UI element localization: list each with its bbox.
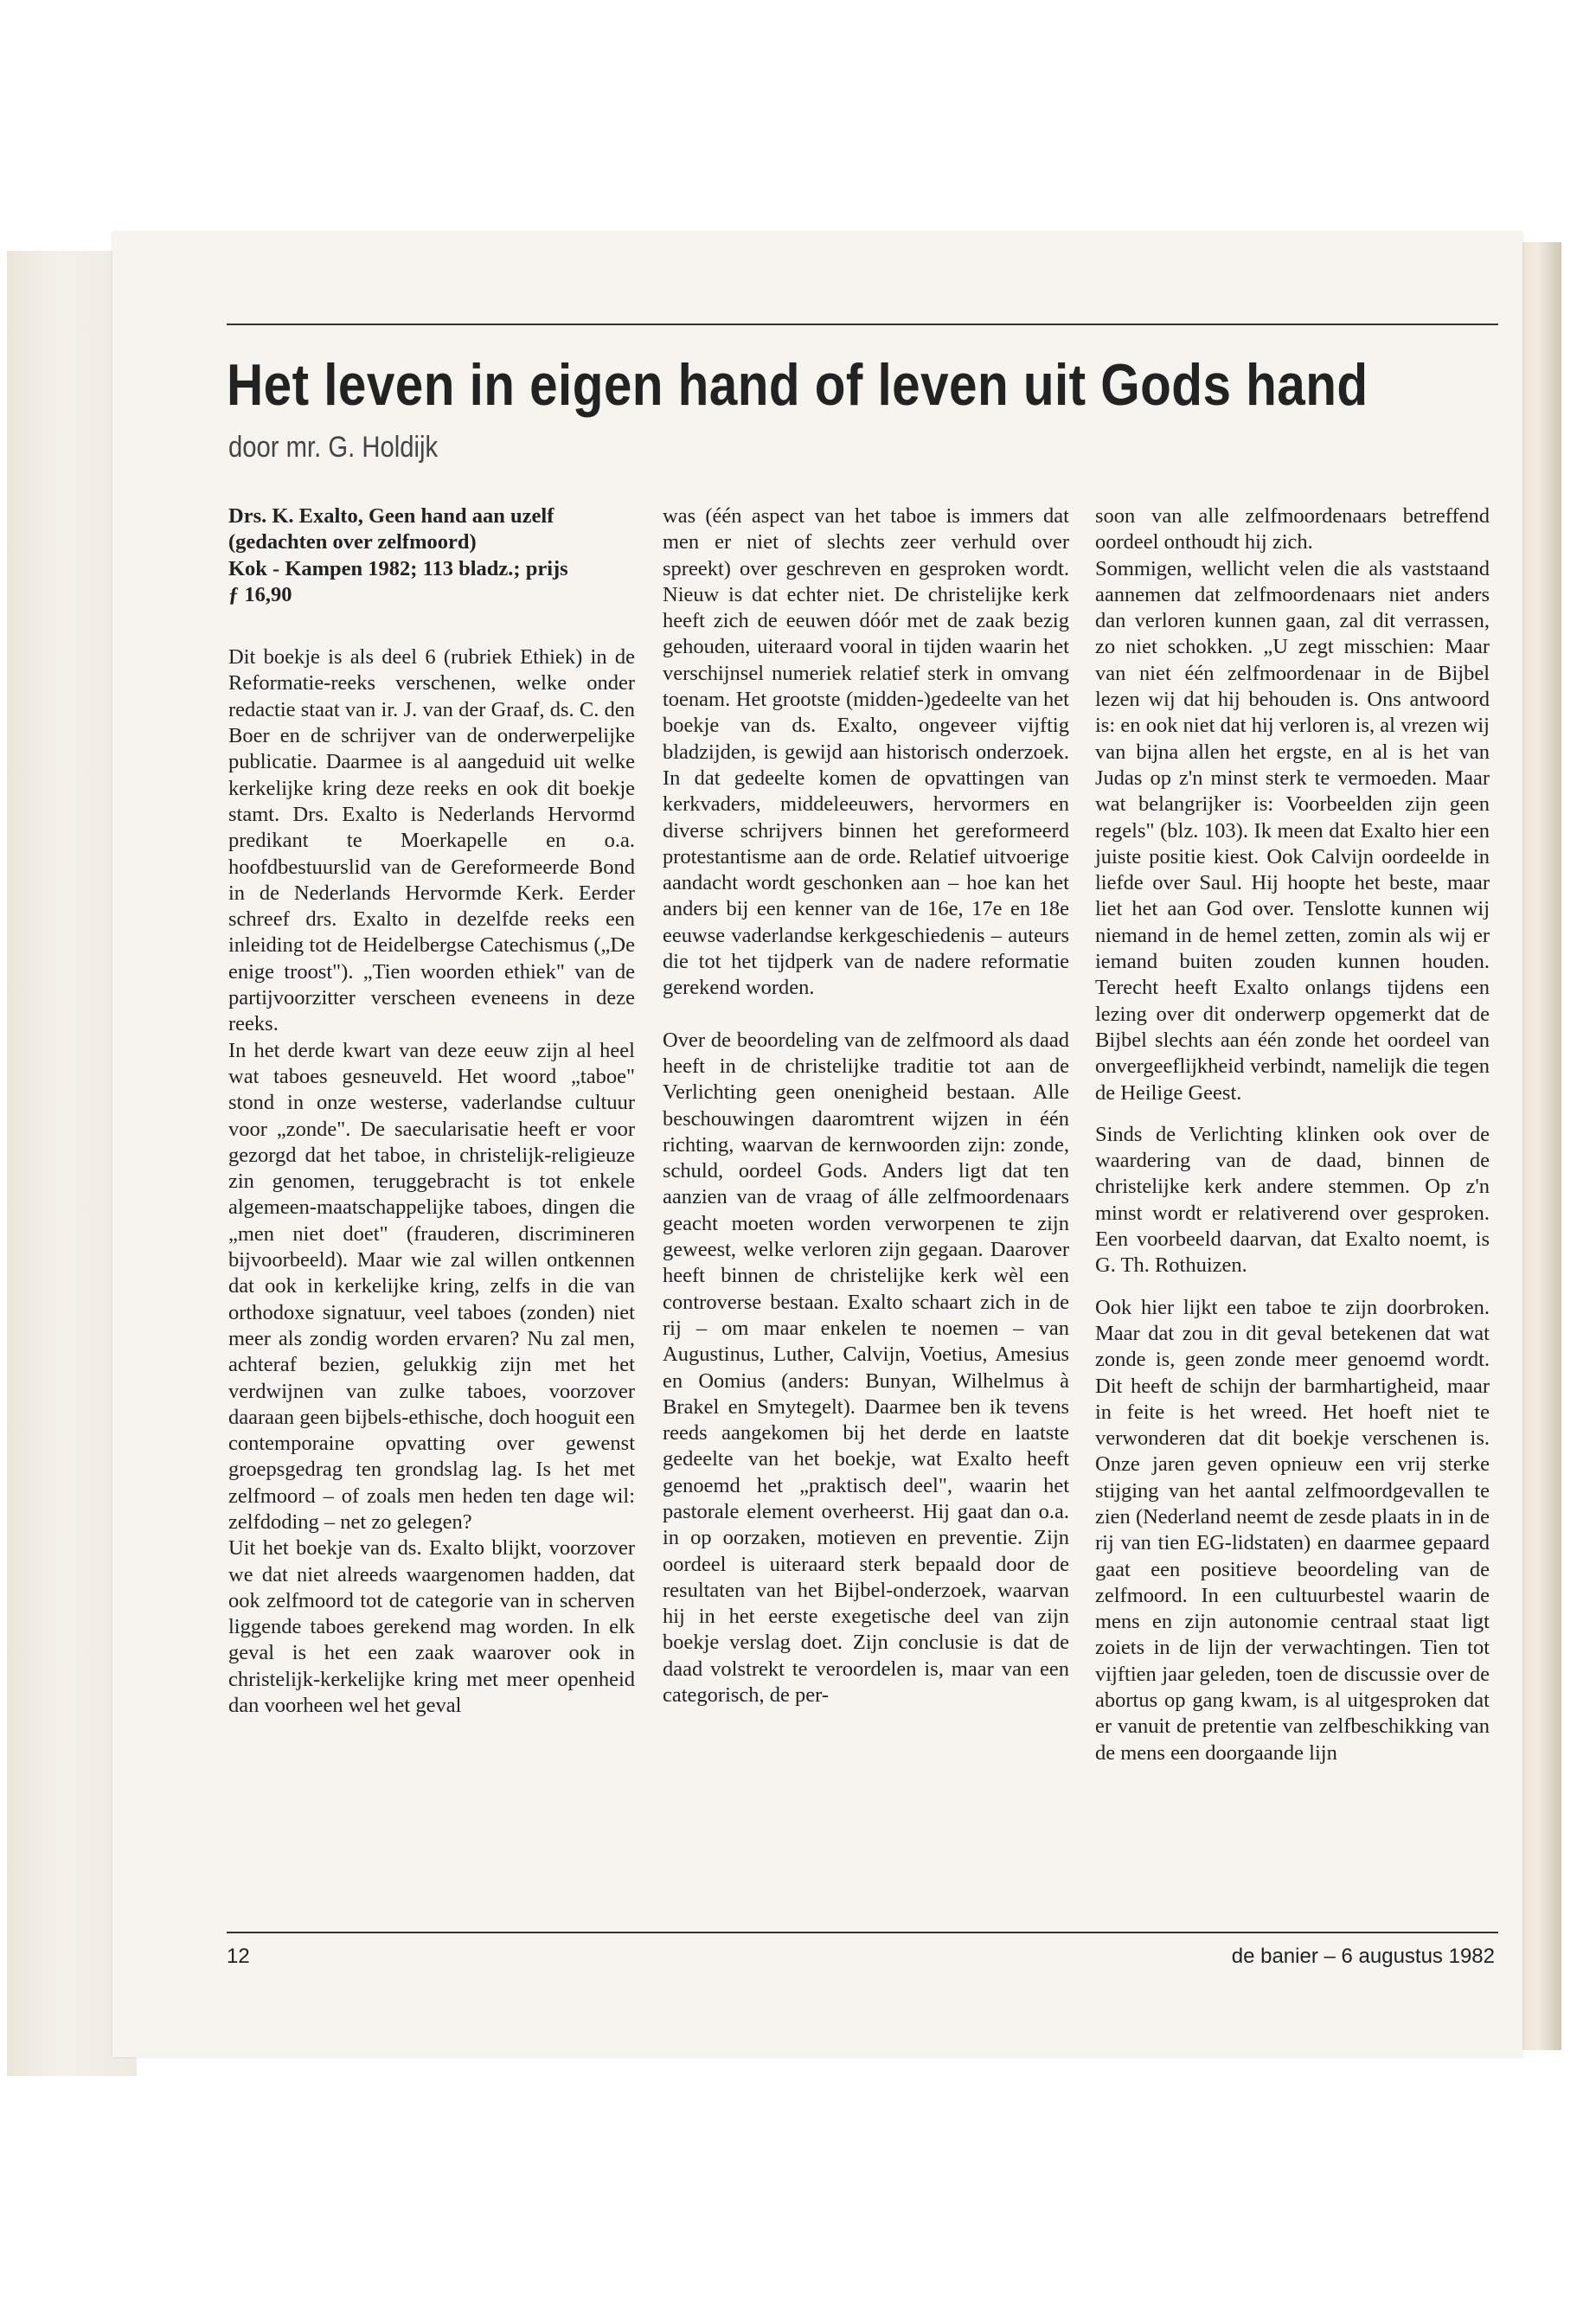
paragraph: Over de beoordeling van de zelfmoord als daad heeft in de christelijke traditie tot aan de Verlichting geen onenigheid bestaan. Alle beschouwingen daaromtrent wijzen in één richting, waarvan de kernwoorden zijn: zonde, schuld, oordeel Gods. Anders ligt dat ten aanzien van de vraag of álle zelfmoordenaars geacht moeten worden verworpenen te zijn geweest, welke verloren zijn gegaan. Daarover heeft binnen de christelijke kerk wèl een controverse bestaan. Exalto schaart zich in de rij – om maar enkelen te noemen – van Augustinus, Luther, Calvijn, Voetius, Amesius en Oomius (anders: Bunyan, Wilhelmus à Brakel en Smytegelt). Daarmee ben ik tevens reeds aangekomen bij het derde en laatste gedeelte van het boekje, wat Exalto heeft genoemd het „praktisch deel", waarin het pastorale element overheerst. Hij gaat dan o.a. in op oorzaken, motieven en preventie. Zijn oordeel is uiteraard sterk bepaald door de resultaten van het Bijbel-onderzoek, waarvan hij in het eerste exegetische deel van zijn boekje verslag doet. Zijn conclusie is dat de daad volstrekt te veroordelen is, maar van een categorisch, de per- bbox=[663, 1028, 1069, 1708]
top-rule bbox=[227, 324, 1498, 325]
article-byline: door mr. G. Holdijk bbox=[228, 431, 439, 464]
paragraph: was (één aspect van het taboe is immers dat men er niet of slechts zeer verhuld over spreekt) over geschreven en gesproken wordt. Nieuw is dat echter niet. De christelijke kerk heeft zich de eeuwen dóór met de zaak bezig gehouden, uiteraard vooral in tijden waarin het verschijnsel numeriek relatief sterk in omvang toenam. Het grootste (midden-)gedeelte van het boekje van ds. Exalto, ongeveer vijftig bladzijden, is gewijd aan historisch onderzoek. In dat gedeelte komen de opvattingen van kerkvaders, middeleeuwers, hervormers en diverse schrijvers binnen het gereformeerd protestantisme aan de orde. Relatief uitvoerige aandacht wordt geschonken aan – hoe kan het anders bij een kenner van de 16e, 17e en 18e eeuwse vaderlandse kerkgeschiedenis – auteurs die tot het tijdperk van de nadere reformatie gerekend worden. bbox=[663, 504, 1069, 1000]
paragraph: soon van alle zelfmoordenaars betreffend oordeel onthoudt hij zich. bbox=[1095, 504, 1490, 554]
text-column-2 bbox=[663, 503, 1069, 1708]
paragraph: Dit boekje is als deel 6 (rubriek Ethiek) in de Reformatie-reeks verschenen, welke onder redactie staat van ir. J. van der Graaf, ds. C. den Boer en de schrijver van de onderwerpelijke publicatie. Daarmee is al aangeduid uit welke kerkelijke kring deze reeks en ook dit boekje stamt. Drs. Exalto is Nederlands Hervormd predikant te Moerkapelle en o.a. hoofdbestuurslid van de Gereformeerde Bond in de Nederlands Hervormde Kerk. Eerder schreef drs. Exalto in dezelfde reeks een inleiding tot de Heidelbergse Catechismus („De enige troost"). „Tien woorden ethiek" van de partijvoorzitter verscheen eveneens in deze reeks. bbox=[228, 645, 635, 1036]
paragraph: In het derde kwart van deze eeuw zijn al heel wat taboes gesneuveld. Het woord „taboe" stond in onze westerse, vaderlandse cultuur voor „zonde". De saecularisatie heeft er voor gezorgd dat het taboe, in christelijk-religieuze zin genomen, teruggebracht is tot enkele algemeen-maatschappelijke taboes, dingen die „men niet doet" (frauderen, discrimineren bijvoorbeeld). Maar wie zal willen ontkennen dat ook in kerkelijke kring, zelfs in die van orthodoxe signatuur, veel taboes (zonden) niet meer als zondig worden ervaren? Nu zal men, achteraf bezien, gelukkig zijn met het verdwijnen van zulke taboes, voorzover daaraan geen bijbels-ethische, doch hooguit een contemporaine opvatting over gewenst groepsgedrag ten grondslag lag. Is het met zelfmoord – of zoals men heden ten dage wil: zelfdoding – net zo gelegen? bbox=[228, 1038, 635, 1534]
paragraph: Ook hier lijkt een taboe te zijn doorbroken. Maar dat zou in dit geval betekenen dat wat zonde is, geen zonde meer genoemd wordt. Dit heeft de schijn der barmhartigheid, maar in feite is het wreed. Het hoeft niet te verwonderen dat dit boekje verschenen is. Onze jaren geven opnieuw een vrij sterke stijging van het aantal zelfmoordgevallen te zien (Nederland neemt de zesde plaats in in de rij van tien EG-lidstaten) en daarmee gepaard gaat een positieve beoordeling van de zelfmoord. In een cultuurbestel waarin de mens en zijn autonomie centraal staat ligt zoiets in de lijn der verwachtingen. Tien tot vijftien jaar geleden, toen de discussie over de abortus op gang kwam, is al uitgesproken dat er vanuit de pretentie van zelfbeschikking van de mens een doorgaande lijn bbox=[1095, 1295, 1490, 1765]
page-number: 12 bbox=[227, 1945, 250, 1968]
book-info-line: Drs. K. Exalto, Geen hand aan uzelf bbox=[228, 504, 554, 528]
paragraph: Uit het boekje van ds. Exalto blijkt, voorzover we dat niet alreeds waargenomen hadden, dat ook zelfmoord tot de categorie van in scherven liggende taboes gerekend mag worden. In elk geval is het een zaak waarover ook in christelijk-kerkelijke kring met meer openheid dan voorheen wel het geval bbox=[228, 1536, 635, 1718]
bottom-rule bbox=[227, 1932, 1498, 1933]
paragraph: Sinds de Verlichting klinken ook over de waardering van de daad, binnen de christelijke kerk andere stemmen. Op z'n minst wordt er relativerend over gesproken. Een voorbeeld daarvan, dat Exalto noemt, is G. Th. Rothuizen. bbox=[1095, 1122, 1490, 1278]
book-info-line: Kok - Kampen 1982; 113 bladz.; prijs bbox=[228, 556, 568, 580]
adjacent-page-marks bbox=[1567, 346, 1585, 606]
book-info-line: ƒ 16,90 bbox=[228, 582, 292, 606]
article-title: Het leven in eigen hand of leven uit Gods hand bbox=[227, 352, 1368, 418]
book-info-line: (gedachten over zelfmoord) bbox=[228, 530, 477, 554]
book-info bbox=[228, 503, 635, 608]
text-column-3 bbox=[1095, 503, 1490, 1766]
text-column-1 bbox=[228, 503, 635, 1719]
paragraph: Sommigen, wellicht velen die als vaststaand aannemen dat zelfmoordenaars niet anders dan verloren kunnen gaan, zal dit verrassen, zo niet schokken. „U zegt misschien: Maar van niet één zelfmoordenaar in de Bijbel lezen wij dat hij behouden is. Ons antwoord is: en ook niet dat hij verloren is, al vrezen wij van bijna allen het ergste, en al is het van Judas op z'n minst sterk te vermoeden. Maar wat belangrijker is: Voorbeelden zijn geen regels" (blz. 103). Ik meen dat Exalto hier een juiste positie kiest. Ook Calvijn oordeelde in liefde over Saul. Hij hoopte het beste, maar liet het aan God over. Tenslotte kunnen wij niemand in de hemel zetten, zomin als wij er iemand buiten zouden kunnen houden. Terecht heeft Exalto onlangs tijdens een lezing over dit onderwerp opgemerkt dat de Bijbel slechts aan één zonde het oordeel van onvergeeflijkheid verbindt, namelijk die tegen de Heilige Geest. bbox=[1095, 556, 1490, 1105]
publication-footer: de banier – 6 augustus 1982 bbox=[1231, 1945, 1495, 1968]
